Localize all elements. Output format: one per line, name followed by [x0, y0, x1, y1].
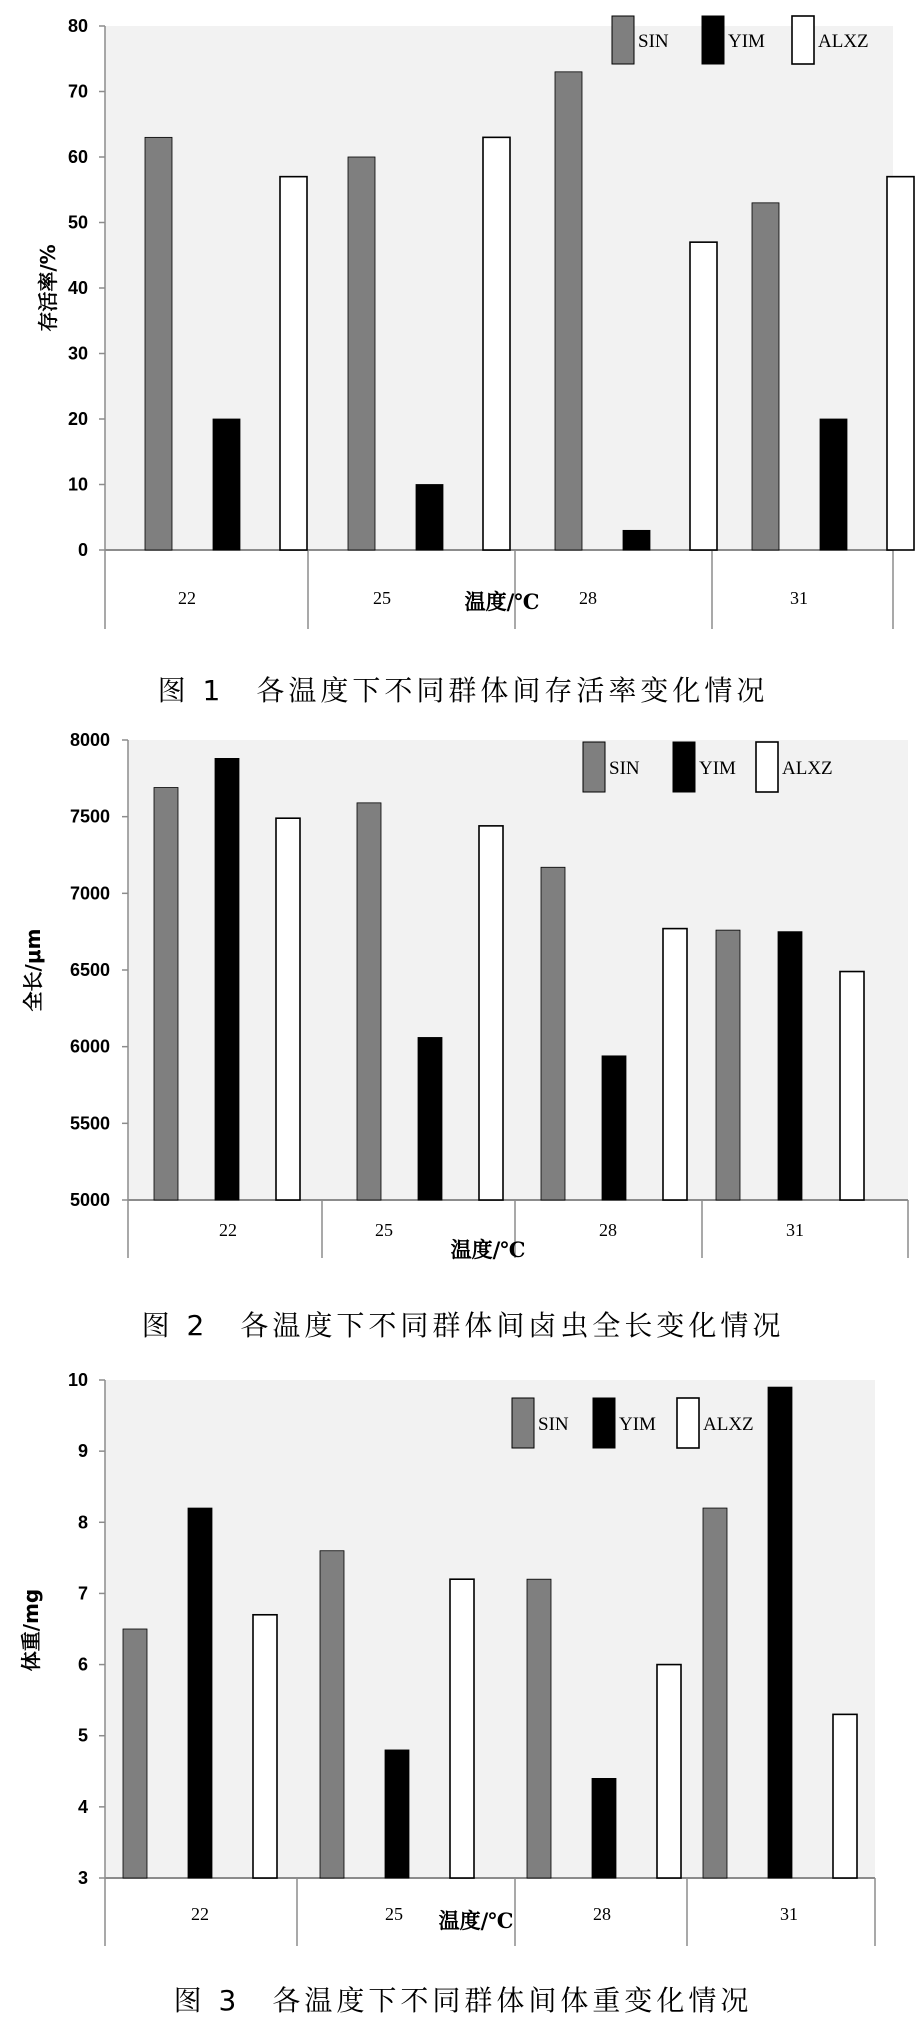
y-tick-label: 6500 [69, 960, 110, 980]
bar-yim-28 [623, 530, 650, 550]
y-tick-label: 7 [77, 1583, 88, 1604]
bar-alxz-22 [253, 1615, 277, 1878]
x-tick-label: 25 [375, 1220, 393, 1240]
legend-swatch-yim [673, 742, 695, 792]
bar-alxz-25 [483, 137, 510, 550]
bar-alxz-28 [657, 1665, 681, 1878]
legend-label-yim: YIM [619, 1414, 656, 1435]
bar-alxz-25 [450, 1579, 474, 1878]
bar-alxz-31 [833, 1714, 857, 1878]
bar-yim-25 [385, 1750, 409, 1878]
y-tick-label: 5500 [69, 1113, 110, 1134]
figure-caption: 图 1 各温度下不同群体间存活率变化情况 [157, 674, 769, 707]
legend-label-sin: SIN [538, 1414, 569, 1435]
bar-yim-31 [778, 932, 802, 1200]
bar-alxz-22 [276, 818, 300, 1200]
y-tick-label: 60 [67, 147, 88, 167]
bar-alxz-31 [887, 177, 914, 550]
chart-3 [19, 1370, 875, 2017]
x-tick-label: 31 [780, 1904, 798, 1924]
bar-yim-25 [416, 485, 443, 551]
x-axis-title: 温度/℃ [438, 1908, 514, 1933]
legend-label-alxz: ALXZ [818, 31, 869, 52]
bar-yim-25 [418, 1037, 442, 1200]
bar-yim-31 [820, 419, 847, 550]
y-tick-label: 40 [67, 278, 88, 298]
figure-caption: 图 2 各温度下不同群体间卤虫全长变化情况 [141, 1309, 785, 1342]
x-tick-label: 25 [385, 1904, 403, 1924]
y-tick-label: 8000 [69, 730, 110, 750]
bar-alxz-31 [840, 972, 864, 1200]
bar-yim-28 [602, 1056, 626, 1200]
bar-alxz-28 [690, 242, 717, 550]
legend-swatch-sin [583, 742, 605, 792]
y-tick-label: 4 [77, 1796, 88, 1817]
legend-swatch-alxz [677, 1398, 699, 1448]
y-tick-label: 5000 [69, 1190, 110, 1210]
bar-yim-22 [188, 1508, 212, 1878]
legend-label-yim: YIM [728, 31, 765, 52]
bar-yim-28 [592, 1778, 616, 1878]
y-tick-label: 0 [77, 540, 88, 560]
y-axis-title: 体重/mg [19, 1588, 43, 1672]
legend-label-sin: SIN [609, 758, 640, 779]
bar-alxz-22 [280, 177, 307, 550]
y-tick-label: 9 [77, 1441, 88, 1462]
bar-sin-22 [145, 137, 172, 550]
legend-swatch-yim [593, 1398, 615, 1448]
bar-sin-25 [357, 803, 381, 1200]
x-tick-label: 28 [579, 588, 597, 608]
x-tick-label: 28 [593, 1904, 611, 1924]
bar-sin-28 [527, 1579, 551, 1878]
legend-label-yim: YIM [699, 758, 736, 779]
y-axis-title: 全长/μm [21, 928, 45, 1012]
bar-sin-31 [703, 1508, 727, 1878]
bar-sin-28 [541, 867, 565, 1200]
figure-caption: 图 3 各温度下不同群体间体重变化情况 [173, 1984, 753, 2017]
legend-swatch-sin [612, 16, 634, 64]
bar-sin-31 [716, 930, 740, 1200]
y-tick-label: 6 [77, 1654, 88, 1675]
legend-swatch-alxz [756, 742, 778, 792]
x-tick-label: 22 [191, 1904, 209, 1924]
x-tick-label: 31 [790, 588, 808, 608]
x-tick-label: 28 [599, 1220, 617, 1240]
x-tick-label: 22 [178, 588, 196, 608]
x-tick-label: 25 [373, 588, 391, 608]
y-tick-label: 10 [67, 474, 88, 495]
y-tick-label: 8 [77, 1512, 88, 1533]
legend-swatch-sin [512, 1398, 534, 1448]
legend-label-alxz: ALXZ [703, 1414, 754, 1435]
x-axis-title: 温度/℃ [450, 1237, 526, 1262]
legend-label-sin: SIN [638, 31, 669, 52]
legend-label-alxz: ALXZ [782, 758, 833, 779]
x-tick-label: 22 [219, 1220, 237, 1240]
y-tick-label: 5 [77, 1725, 88, 1746]
y-tick-label: 7500 [69, 806, 110, 827]
y-tick-label: 10 [67, 1370, 88, 1390]
bar-sin-22 [123, 1629, 147, 1878]
bar-sin-31 [752, 203, 779, 550]
bar-sin-22 [154, 788, 178, 1200]
y-tick-label: 20 [67, 409, 88, 429]
plot-area [105, 1380, 875, 1878]
y-tick-label: 7000 [69, 883, 110, 904]
bar-sin-25 [320, 1551, 344, 1878]
bar-alxz-25 [479, 826, 503, 1200]
y-tick-label: 80 [67, 16, 88, 36]
chart-2 [21, 730, 908, 1342]
chart-1 [36, 16, 914, 707]
bar-yim-22 [215, 758, 239, 1200]
y-tick-label: 50 [67, 212, 88, 233]
bar-yim-31 [768, 1387, 792, 1878]
x-tick-label: 31 [786, 1220, 804, 1240]
y-tick-label: 3 [77, 1868, 88, 1888]
x-axis-title: 温度/℃ [464, 589, 540, 614]
y-axis-title: 存活率/% [36, 244, 60, 332]
bar-alxz-28 [663, 929, 687, 1200]
y-tick-label: 30 [67, 343, 88, 364]
bar-sin-28 [555, 72, 582, 550]
bar-sin-25 [348, 157, 375, 550]
y-tick-label: 70 [67, 81, 88, 102]
legend-swatch-yim [702, 16, 724, 64]
y-tick-label: 6000 [69, 1036, 110, 1057]
bar-yim-22 [213, 419, 240, 550]
legend-swatch-alxz [792, 16, 814, 64]
